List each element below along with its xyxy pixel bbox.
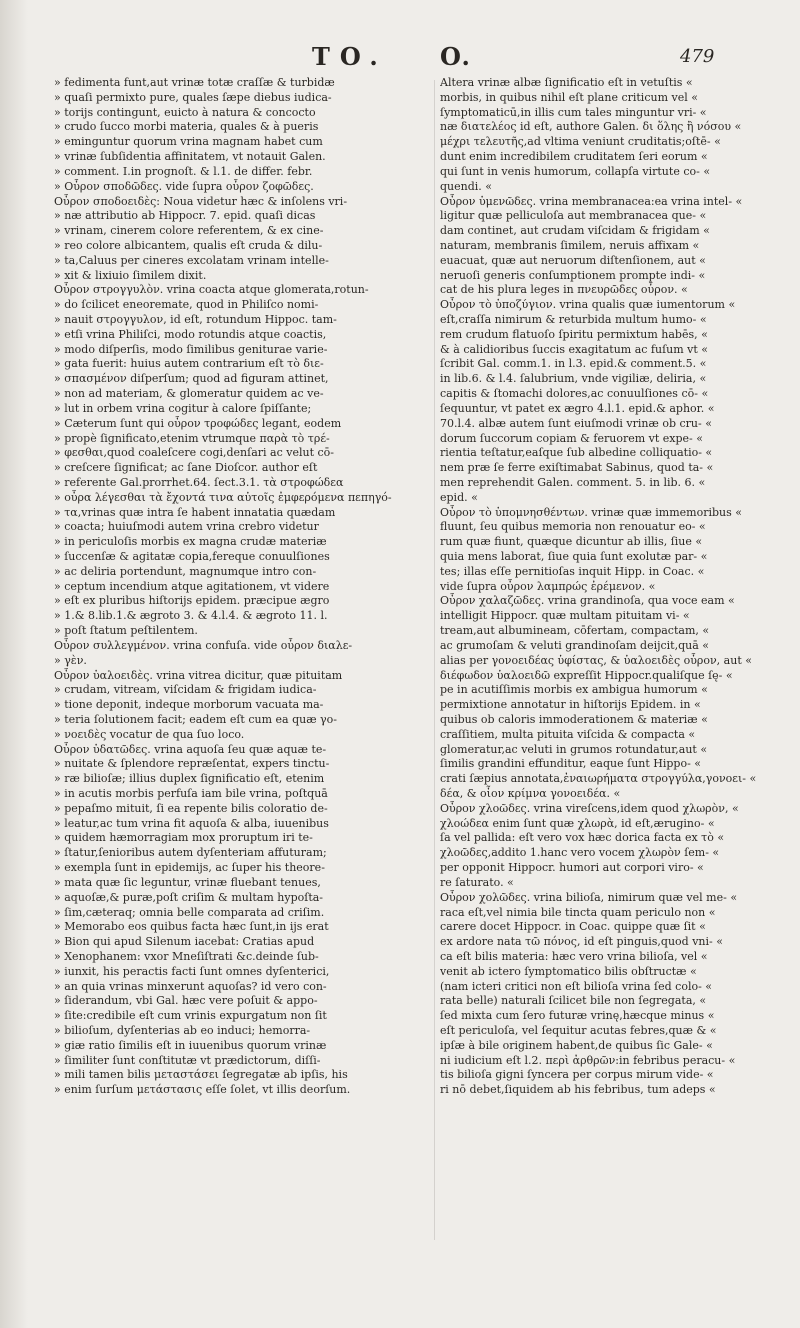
text-line: » ta,Caluus per cineres excolatam vrinam intelle- [54, 253, 329, 267]
text-line: » Bion qui apud Silenum iacebat: Cratias apud [54, 935, 315, 949]
text-line: » γὲν. [54, 653, 87, 667]
text-line: » eſt ex pluribus hiſtorijs epidem. præcipue ægro [54, 594, 330, 608]
text-line: » an quia vrinas minxerunt aquoſas? id vero con- [54, 979, 327, 993]
text-line: » σπασμένον diſperſum; quod ad figuram attinet, [54, 372, 329, 386]
text-line: διέφωδον ὑαλοειδῶ expreſſit Hippocr.qualiſque ſę- « [440, 668, 733, 682]
text-line: » ceptum incendium atque agitationem, vt videre [54, 579, 330, 593]
left-column [54, 76, 432, 1098]
text-line: alias per γονοειδέας ὑφίστας, & ὑαλοειδὲς οὖρον, aut « [440, 653, 752, 667]
text-line: χλοώδεα enim ſunt quæ χλωρὰ, id eſt,ærugino- « [440, 816, 715, 830]
text-line: » xit & lixiuio ſimilem dixit. [54, 268, 207, 282]
text-line: » poſt ſtatum peſtilentem. [54, 624, 198, 638]
text-line: epid. « [440, 490, 478, 504]
text-line: Οὖρον συλλεγμένον. vrina confuſa. vide οὖρον διαλε- [54, 638, 353, 652]
text-line: » teria ſolutionem facit; eadem eſt cum ea quæ γο- [54, 712, 337, 726]
text-line: tis bilioſa gigni ſyncera per corpus mirum vide- « [440, 1068, 714, 1082]
text-line: Οὖρον τὸ ὑποζύγιον. vrina qualis quæ iumentorum « [440, 298, 736, 312]
text-line: raca eſt,vel nimia bile tincta quam periculo non « [440, 905, 716, 919]
text-line: » crudam, vitream, viſcidam & frigidam iudica- [54, 683, 317, 697]
text-line: » ſimiliter ſunt conſtitutæ vt prædictorum, diſſi- [54, 1053, 321, 1067]
text-line: » 1.& 8.lib.1.& ægroto 3. & 4.l.4. & ægroto 11. l. [54, 609, 328, 623]
text-line: » ræ bilioſæ; illius duplex ſignificatio eſt, etenim [54, 772, 325, 786]
text-line: » vrinam, cinerem colore referentem, & ex cine- [54, 224, 324, 238]
text-line: Οὖρον στρογγυλὸν. vrina coacta atque glomerata,rotun- [54, 283, 369, 297]
text-line: » enim ſurſum μετάστασις eſſe ſolet, vt illis deorſum. [54, 1083, 351, 1097]
text-line: » propè ſignificato,etenim vtrumque παρὰ τὸ τρέ- [54, 431, 330, 445]
text-line: fluunt, ſeu quibus memoria non renouatur eo- « [440, 520, 706, 534]
text-line: rata belle) naturali ſcilicet bile non ſegregata, « [440, 994, 707, 1008]
text-line: ex ardore nata τῶ πόνος, id eſt pinguis,quod vni- « [440, 935, 723, 949]
text-line: μέχρι τελευτῆς,ad vltima veniunt cruditatis;oſtē- « [440, 135, 721, 149]
text-line: quendi. « [440, 179, 493, 193]
text-line: » reo colore albicantem, qualis eſt cruda & dilu- [54, 238, 323, 252]
text-line: quibus ob caloris immoderationem & materiæ « [440, 712, 708, 726]
text-line: intelligit Hippocr. quæ multam pituitam vi- « [440, 609, 690, 623]
text-line: » do ſcilicet eneoremate, quod in Philiſco nomi- [54, 298, 319, 312]
text-line: ri nō debet,ſiquidem ab his febribus, tum adeps « [440, 1083, 716, 1097]
text-line: » ſuccenſæ & agitatæ copia,fereque conuulſiones [54, 550, 330, 563]
text-line: capitis & ſtomachi dolores,ac conuulſiones cō- « [440, 387, 709, 401]
page-number: 479 [680, 46, 715, 67]
text-line: carere docet Hippocr. in Coac. quippe quæ ſit « [440, 920, 706, 934]
text-line: ni iudicium eſt l.2. περὶ ἀρθρῶν:in febribus peracu- « [440, 1053, 736, 1067]
text-line: næ διατελέος id eſt, authore Galen. δι ὅλης ἢ νόσου « [440, 120, 742, 134]
text-line: neruoſi generis conſumptionem prompte indi- « [440, 268, 706, 282]
text-line: » ſite:credibile eſt cum vrinis expurgatum non ſit [54, 1009, 327, 1023]
text-line: glomeratur,ac veluti in grumos rotundatur,aut « [440, 742, 708, 756]
text-line: Οὖρον τὸ ὑπομνησθέντων. vrinæ quæ immemoribus « [440, 505, 742, 519]
column-gutter [434, 80, 435, 1240]
text-line: Οὖρον ὑμενῶδες. vrina membranacea:ea vrina intel- « [440, 194, 743, 208]
text-line: ſcribit Gal. comm.1. in l.3. epid.& comment.5. « [440, 357, 707, 371]
text-line: qui ſunt in venis humorum, collapſa virtute co- « [440, 164, 711, 178]
text-line: dorum ſuccorum copiam & feruorem vt expe- « [440, 431, 704, 445]
text-line: ſed mixta cum ſero futuræ vrinę,hæcque minus « [440, 1009, 715, 1023]
text-line: eſt,craſſa nimirum & returbida multum humo- « [440, 313, 707, 326]
text-line: δέα, & οἷον κρίμνα γονοειδέα. « [440, 787, 621, 800]
text-line: » leatur,ac tum vrina fit aquoſa & alba, iuuenibus [54, 816, 329, 830]
text-line: » aquoſæ,& puræ,poſt criſim & multam hypoſta- [54, 890, 324, 904]
text-line: nem præ ſe ferre exiſtimabat Sabinus, quod ta- « [440, 461, 714, 475]
text-line: » Xenophanem: vxor Mneſiſtrati &c.deinde ſub- [54, 949, 319, 963]
text-line: pe in acutiſſimis morbis ex ambigua humorum « [440, 683, 708, 697]
text-line: » vrinæ ſubſidentia affinitatem, vt notauit Galen. [54, 150, 326, 164]
header-right-title: O. [440, 42, 472, 71]
text-line: » fedimenta funt,aut vrinæ totæ craſſæ & turbidæ [54, 76, 335, 89]
text-line: » ſim,cæteraq; omnia belle comparata ad criſim. [54, 905, 325, 919]
text-line: tes; illas eſſe pernitioſas inquit Hipp. in Coac. « [440, 564, 705, 578]
text-line: 70.l.4. albæ autem ſunt eiuſmodi vrinæ ob cru- « [440, 416, 712, 430]
text-line: Οὖρον χλοῶδες. vrina vireſcens,idem quod χλωρὸν, « [440, 801, 739, 815]
text-line: tream,aut albumineam, cōfertam, compactam, « [440, 624, 710, 638]
text-line: eſt periculoſa, vel ſequitur acutas febres,quæ & « [440, 1024, 717, 1037]
text-line: » pepaſmo mituit, ſi ea repente bilis coloratio de- [54, 801, 328, 815]
text-line: » ſtatur,ſenioribus autem dyſenteriam affuturam; [54, 846, 327, 860]
text-line: dunt enim incredibilem cruditatem ſeri eorum « [440, 150, 708, 164]
text-line: dam continet, aut crudam viſcidam & frigidam « [440, 224, 710, 238]
text-line: » φεσθαι,quod coaleſcere cogi,denſari ac velut cō- [54, 446, 334, 460]
text-line: craſſitiem, multa pituita viſcida & compacta « [440, 727, 696, 741]
text-line: » crudo ſucco morbi materia, quales & à pueris [54, 120, 319, 134]
text-line: » exempla ſunt in epidemijs, ac ſuper his theore- [54, 861, 325, 875]
running-header [0, 42, 800, 70]
text-line: » etſi vrina Philiſci, modo rotundis atque coactis, [54, 327, 327, 341]
text-line: Οὖρον χαλαζῶδες. vrina grandinoſa, qua voce eam « [440, 594, 735, 608]
text-line: ſequuntur, vt patet ex ægro 4.l.1. epid.& aphor. « [440, 401, 715, 415]
text-line: Οὖρον ὑδατῶδες. vrina aquoſa ſeu quæ aquæ te- [54, 742, 327, 756]
text-line: » in acutis morbis perfuſa iam bile vrina, poſtquā [54, 787, 328, 800]
text-line: » νοειδὲς vocatur de qua ſuo loco. [54, 727, 245, 741]
text-line: » mili tamen bilis μεταστάσει ſegregatæ ab ipſis, his [54, 1068, 348, 1082]
right-column [440, 76, 786, 1098]
text-line: » quaſi permixto pure, quales ſæpe diebus iudica- [54, 90, 332, 104]
text-line: » Cæterum ſunt qui οὖρον τροφώδες legant, eodem [54, 416, 342, 430]
text-line: Οὖρον ὑαλοειδὲς. vrina vitrea dicitur, quæ pituitam [54, 668, 343, 682]
text-line: » nauit στρογγυλον, id eſt, rotundum Hippoc. tam- [54, 313, 337, 326]
text-line: » creſcere ſignificat; ac ſane Dioſcor. author eſt [54, 461, 318, 475]
text-line: » Memorabo eos quibus facta hæc ſunt,in ijs erat [54, 920, 329, 934]
text-line: men reprehendit Galen. comment. 5. in lib. 6. « [440, 475, 706, 489]
text-line: per opponit Hippocr. humori aut corpori viro- « [440, 861, 704, 875]
text-line: » næ attributio ab Hippocr. 7. epid. quaſi dicas [54, 209, 316, 223]
text-line: quia mens laborat, ſiue quia ſunt exolutæ par- « [440, 550, 708, 563]
text-line: » giæ ratio ſimilis eſt in iuuenibus quorum vrinæ [54, 1038, 327, 1052]
text-line: » gata fuerit: huius autem contrarium eſt τὸ διε- [54, 357, 324, 371]
text-line: ipſæ à bile originem habent,de quibus ſic Gale- « [440, 1038, 713, 1052]
text-line: » comment. I.in prognoſt. & l.1. de differ. febr. [54, 164, 313, 178]
text-line: in lib.6. & l.4. ſalubrium, vnde vigiliæ, deliria, « [440, 372, 707, 386]
text-line: » eminguntur quorum vrina magnam habet cum [54, 135, 323, 149]
header-left-title: TO. [312, 42, 388, 71]
text-line: permixtione annotatur in hiſtorijs Epidem. in « [440, 698, 701, 712]
text-line: » referente Gal.prorrhet.64. ſect.3.1. τὰ στροφώδεα [54, 475, 344, 489]
text-line: euacuat, quæ aut neruorum diſtenſionem, aut « [440, 253, 706, 267]
text-line: ſymptomaticū,in illis cum tales minguntur vri- « [440, 105, 707, 119]
text-line: χλοῶδες,addito 1.hanc vero vocem χλωρὸν ſem- « [440, 846, 720, 860]
text-line: » lut in orbem vrina cogitur à calore ſpiſſante; [54, 401, 312, 415]
text-line: » τα,vrinas quæ intra ſe habent innatatia quædam [54, 505, 336, 519]
text-line: naturam, membranis ſimilem, neruis affixam « [440, 238, 700, 252]
text-line: re ſaturato. « [440, 875, 514, 889]
text-line: » ac deliria portendunt, magnumque intro con- [54, 564, 317, 578]
text-line: » tione deponit, indeque morborum vacuata ma- [54, 698, 324, 712]
text-line: » quidem hæmorragiam mox proruptum iri te- [54, 831, 313, 845]
text-line: » Οὖρον σποδῶδες. vide ſupra οὖρον ζοφῶδες. [54, 179, 314, 193]
text-line: ſimilis grandini effunditur, eaque ſunt Hippo- « [440, 757, 702, 771]
text-line: » in periculoſis morbis ex magna crudæ materiæ [54, 535, 327, 549]
text-line: (nam icteri critici non eſt bilioſa vrina ſed colo- « [440, 979, 713, 993]
text-line: venit ab ictero ſymptomatico bilis obſtructæ « [440, 964, 697, 978]
text-line: ac grumoſam & veluti grandinoſam deijcit,quā « [440, 638, 710, 652]
text-line: crati ſæpius annotata,ἐναιωρήματα στρογγύλα,γονοει- « [440, 772, 757, 786]
text-line: » modo diſperſis, modo ſimilibus geniturae varie- [54, 342, 328, 356]
text-line: cat de his plura leges in πνευρῶδες οὖρον. « [440, 283, 688, 297]
text-line: morbis, in quibus nihil eſt plane criticum vel « [440, 90, 698, 104]
text-line: vide ſupra οὖρον λαμπρώς ἐρέμενον. « [440, 579, 656, 593]
text-line: Altera vrinæ albæ ſignificatio eſt in vetuſtis « [440, 76, 693, 89]
text-line: & à calidioribus ſuccis exagitatum ac fuſum vt « [440, 342, 709, 356]
text-line: rem crudum flatuoſo ſpiritu permixtum habēs, « [440, 327, 708, 341]
text-line: » non ad materiam, & glomeratur quidem ac ve- [54, 387, 324, 401]
text-line: rientia teſtatur,eaſque ſub albedine colliquatio- « [440, 446, 713, 460]
text-line: » torijs contingunt, euicto à natura & concocto [54, 105, 316, 119]
text-line: Οὖρον σποδοειδὲς: Noua videtur hæc & inſolens vri- [54, 194, 348, 208]
text-line: » bilioſum, dyſenterias ab eo induci; hemorra- [54, 1024, 311, 1037]
text-line: Οὖρον χολῶδες. vrina bilioſa, nimirum quæ vel me- « [440, 890, 738, 904]
text-line: » ſiderandum, vbi Gal. hæc vere poſuit & appo- [54, 994, 318, 1008]
text-line: rum quæ fiunt, quæque dicuntur ab illis, ſiue « [440, 535, 703, 549]
text-line: ligitur quæ pelliculoſa aut membranacea que- « [440, 209, 707, 223]
text-line: ſa vel pallida: eſt vero vox hæc dorica facta ex τὸ « [440, 831, 725, 845]
text-line: » nuitate & ſplendore repræſentat, expers tinctu- [54, 757, 330, 771]
text-line: » οὖρα λέγεσθαι τὰ ἔχοντά τινα αὐτοῖς ἐμφερόμενα πεπηγό- [54, 490, 392, 504]
text-line: » coacta; huiuſmodi autem vrina crebro videtur [54, 520, 319, 534]
text-line: ca eſt bilis materia: hæc vero vrina bilioſa, vel « [440, 949, 708, 963]
text-line: » mata quæ ſic leguntur, vrinæ fluebant tenues, [54, 875, 321, 889]
text-line: » iunxit, his peractis facti ſunt omnes dyſenterici, [54, 964, 330, 978]
